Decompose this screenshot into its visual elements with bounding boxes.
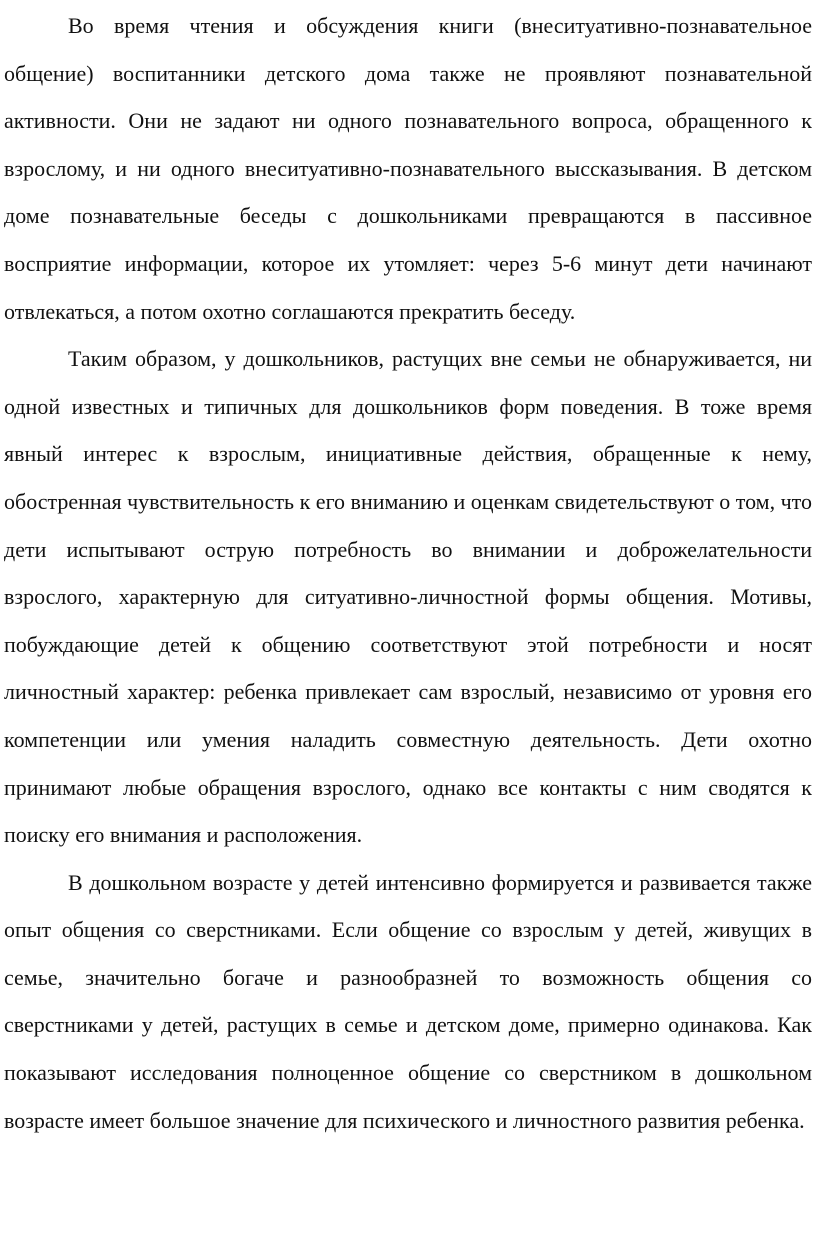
paragraph-2: Таким образом, у дошкольников, растущих вне семьи не обнаруживается, ни одной известных и типичных для дошкольников форм поведения. В тоже время явный интерес к взрослым, инициативные действия, обращенные к нему, обостренная чувствительность к его вниманию и оценкам свидетельствуют о том, что дети испытывают острую потребность во внимании и доброжелательности взрослого, характерную для ситуативно-личностной формы общения. Мотивы, побуждающие детей к общению соответствуют этой потребности и носят личностный характер: ребенка привлекает сам взрослый, независимо от уровня его компетенции или умения наладить совместную деятельность. Дети охотно принимают любые обращения взрослого, однако все контакты с ним сводятся к поиску его внимания и расположения. xyxy=(4,346,812,848)
paragraph-1: Во время чтения и обсуждения книги (внеситуативно-познавательное общение) воспитанники детского дома также не проявляют познавательной активности. Они не задают ни одного познавательного вопроса, обращенного к взрослому, и ни одного внеситуативно-познавательного выссказывания. В детском доме познавательные беседы с дошкольниками превращаются в пассивное восприятие информации, которое их утомляет: через 5-6 минут дети начинают отвлекаться, а потом охотно соглашаются прекратить беседу. xyxy=(4,13,812,324)
paragraph-3: В дошкольном возрасте у детей интенсивно формируется и развивается также опыт общения со сверстниками. Если общение со взрослым у детей, живущих в семье, значительно богаче и разнообразней то возможность общения со сверстниками у детей, растущих в семье и детском доме, примерно одинакова. Как показывают исследования полноценное общение со сверстником в дошкольном возрасте имеет большое значение для психического и личностного развития ребенка. xyxy=(4,869,812,1133)
